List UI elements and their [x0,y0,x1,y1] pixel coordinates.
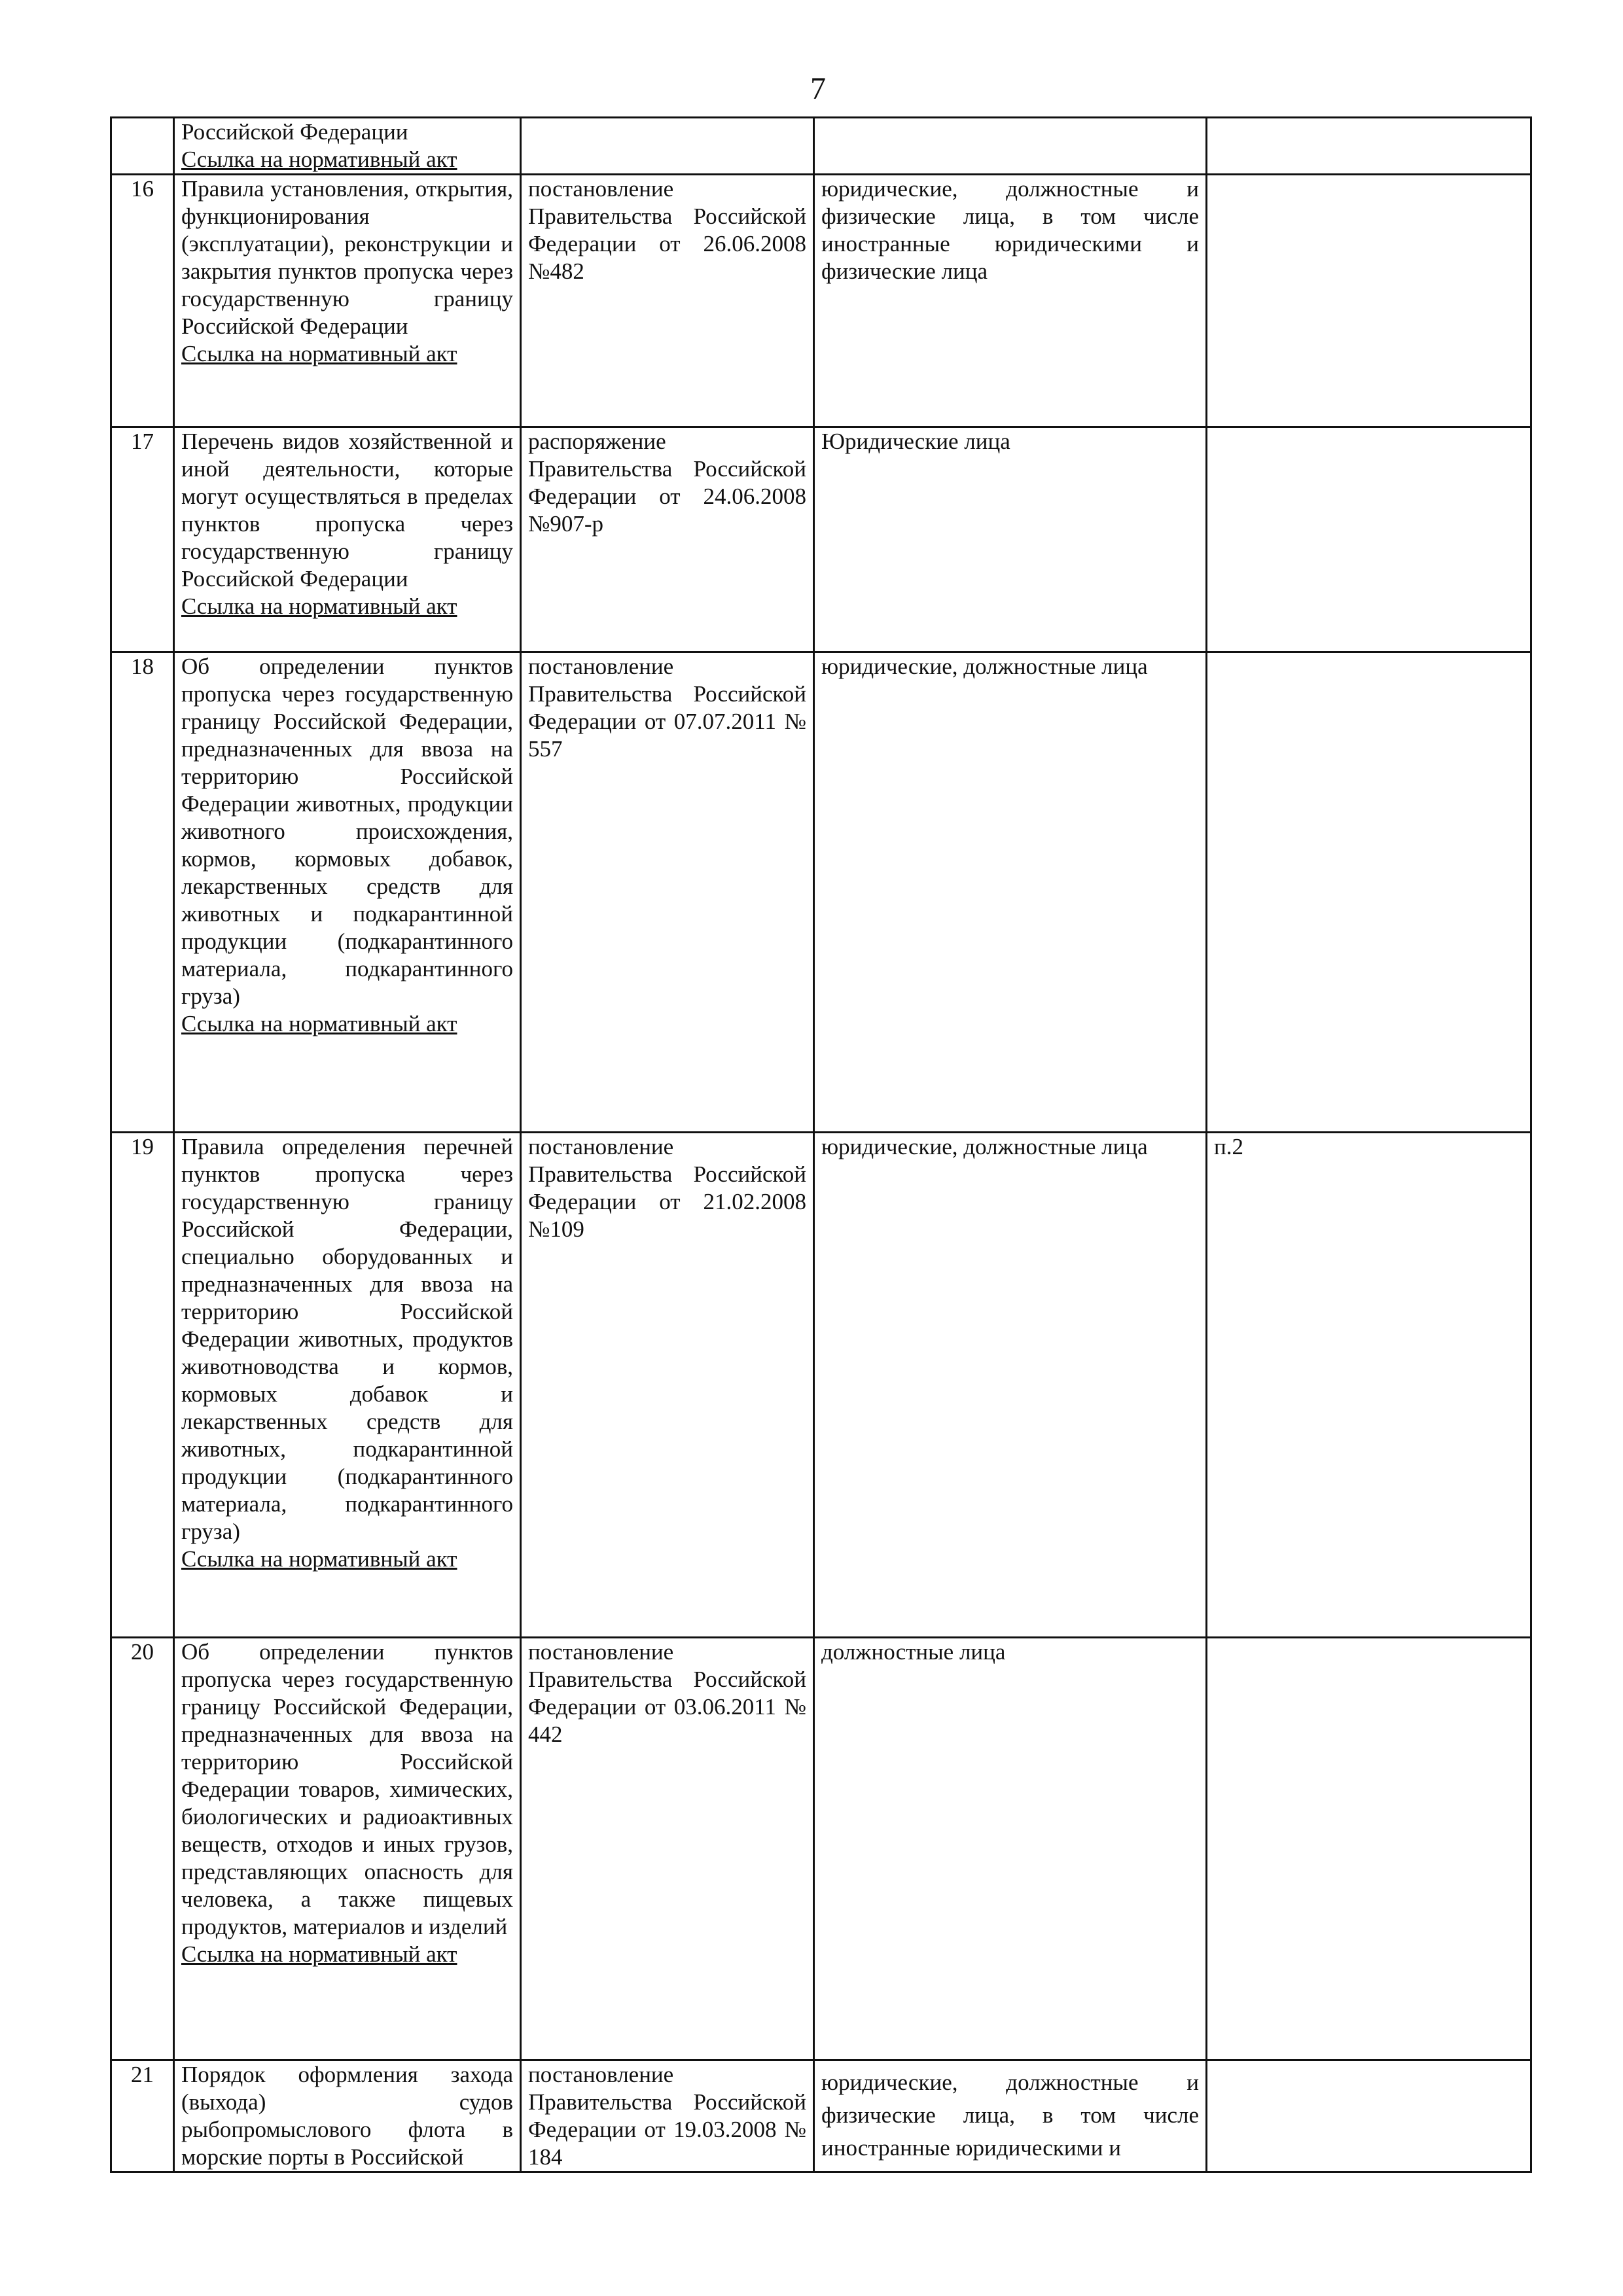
act-document: распоряжение Правительства Российской Федерации от 24.06.2008 №907-р [528,429,806,537]
row-number: 16 [111,175,174,427]
act-title-cell [174,118,521,175]
row-number: 18 [111,652,174,1133]
act-link[interactable]: Ссылка на нормативный акт [181,1941,457,1967]
act-title-cell [174,652,521,1133]
act-title-cell [174,427,521,652]
act-document-cell [521,652,814,1133]
act-link[interactable]: Ссылка на нормативный акт [181,147,457,172]
row-number: 20 [111,1638,174,2060]
act-title-cell [174,2060,521,2172]
act-title: Перечень видов хозяйственной и иной деятельности, которые могут осуществляться в пределах пунктов пропуска через государственную границу Российской Федерации [181,429,513,592]
act-title-cell [174,1638,521,2060]
regulations-table [110,116,1532,2173]
act-document: постановление Правительства Российской Федерации от 03.06.2011 № 442 [528,1639,806,1747]
row-number: 19 [111,1133,174,1638]
act-subjects: юридические, должностные лица [821,1134,1148,1159]
act-note [1207,118,1531,175]
act-link[interactable]: Ссылка на нормативный акт [181,593,457,619]
act-title: Правила установления, открытия, функционирования (эксплуатации), реконструкции и закрытия пунктов пропуска через государственную границу Российской Федерации [181,176,513,339]
act-note: п.2 [1207,1133,1531,1638]
act-note [1207,175,1531,427]
act-subjects-cell [814,1638,1207,2060]
table-row [111,652,1531,1133]
act-subjects-cell [814,427,1207,652]
act-title: Порядок оформления захода (выхода) судов рыбопромыслового флота в морские порты в Российской [181,2062,513,2170]
act-document-cell [521,2060,814,2172]
act-note [1207,652,1531,1133]
act-subjects: юридические, должностные и физические лица, в том числе иностранные юридическими и физические лица [821,176,1199,284]
table-row [111,1638,1531,2060]
act-subjects-cell [814,175,1207,427]
act-note [1207,427,1531,652]
act-document-cell [521,1133,814,1638]
act-title: Российской Федерации [181,119,408,145]
row-number: 21 [111,2060,174,2172]
table-row [111,2060,1531,2172]
act-link[interactable]: Ссылка на нормативный акт [181,1546,457,1572]
act-note [1207,1638,1531,2060]
act-subjects: юридические, должностные и физические лица, в том числе иностранные юридическими и [821,2070,1199,2161]
act-document-cell [521,427,814,652]
act-note [1207,2060,1531,2172]
act-title: Об определении пунктов пропуска через государственную границу Российской Федерации, предназначенных для ввоза на территорию Российской Федерации животных, продукции животного происхождения, кормов, кормовых добавок, лекарственных средств для животных и подкарантинной продукции (подкарантинного материала, подкарантинного груза) [181,654,513,1009]
act-subjects: Юридические лица [821,429,1010,454]
act-document: постановление Правительства Российской Федерации от 07.07.2011 № 557 [528,654,806,762]
page-number: 7 [810,71,826,106]
table-row [111,1133,1531,1638]
act-document-cell [521,1638,814,2060]
act-subjects-cell [814,2060,1207,2172]
act-subjects-cell [814,652,1207,1133]
act-link[interactable]: Ссылка на нормативный акт [181,341,457,366]
row-number: 17 [111,427,174,652]
act-title-cell [174,175,521,427]
act-subjects [814,118,1207,175]
act-subjects: юридические, должностные лица [821,654,1148,679]
table-row [111,427,1531,652]
act-document: постановление Правительства Российской Федерации от 26.06.2008 №482 [528,176,806,284]
act-document: постановление Правительства Российской Федерации от 19.03.2008 № 184 [528,2062,806,2170]
row-number [111,118,174,175]
act-link[interactable]: Ссылка на нормативный акт [181,1011,457,1036]
table-row [111,175,1531,427]
act-title-cell [174,1133,521,1638]
act-subjects-cell [814,1133,1207,1638]
act-document [521,118,814,175]
act-document-cell [521,175,814,427]
act-subjects: должностные лица [821,1639,1006,1665]
act-document: постановление Правительства Российской Федерации от 21.02.2008 №109 [528,1134,806,1242]
table-row [111,118,1531,175]
act-title: Правила определения перечней пунктов пропуска через государственную границу Российской Федерации, специально оборудованных и предназначенных для ввоза на территорию Российской Федерации животных, продуктов животноводства и кормов, кормовых добавок и лекарственных средств для животных, подкарантинной продукции (подкарантинного материала, подкарантинного груза) [181,1134,513,1544]
act-title: Об определении пунктов пропуска через государственную границу Российской Федерации, предназначенных для ввоза на территорию Российской Федерации товаров, химических, биологических и радиоактивных веществ, отходов и иных грузов, представляющих опасность для человека, а также пищевых продуктов, материалов и изделий [181,1639,513,1939]
